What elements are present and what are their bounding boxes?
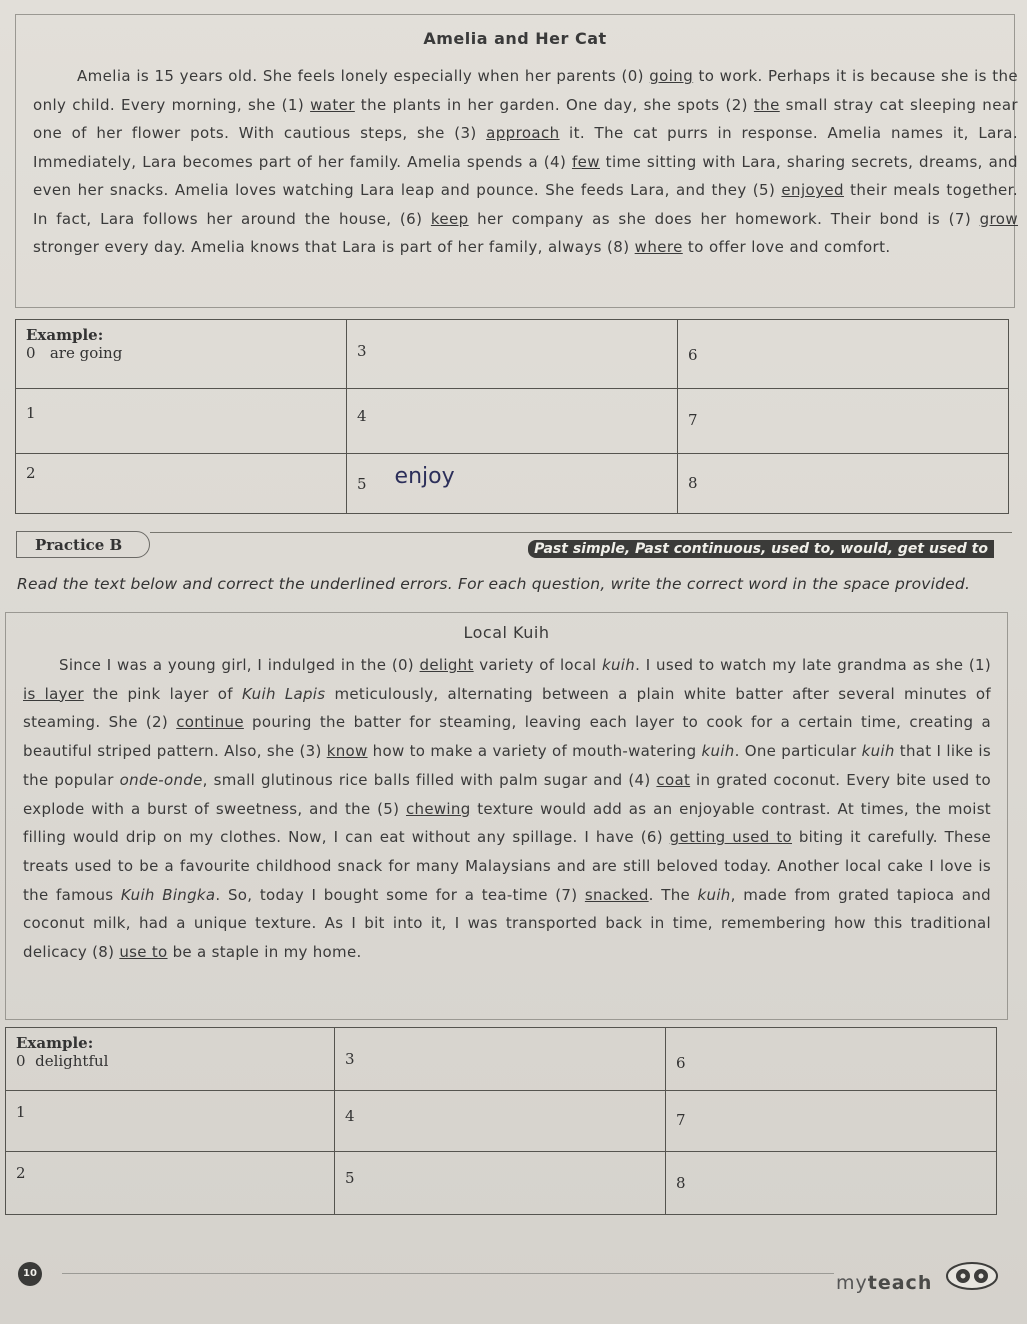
text-run: , small glutinous rice balls filled with palm sugar and (4)	[202, 770, 657, 789]
answer-cell-4[interactable]	[335, 1091, 666, 1152]
answer-cell-5[interactable]	[347, 454, 678, 514]
italic-term: onde-onde	[119, 770, 203, 789]
answer-table-2	[5, 1027, 997, 1215]
question-number: 5	[345, 1169, 355, 1187]
italic-term: kuih	[701, 742, 735, 761]
text-run: be a staple in my home.	[167, 943, 362, 962]
answer-cell-3[interactable]	[347, 320, 678, 389]
underlined-error: where	[634, 238, 683, 256]
page-number: 10	[18, 1262, 42, 1286]
question-number: 1	[26, 404, 36, 422]
instruction-text: Read the text below and correct the underlined errors. For each question, write the correct word in the space provided.	[17, 575, 971, 593]
underlined-error: water	[310, 95, 355, 114]
answer-cell-8[interactable]	[666, 1152, 997, 1215]
underlined-error: going	[649, 67, 694, 85]
answer-cell-0	[6, 1028, 335, 1091]
italic-term: Kuih Lapis	[241, 684, 326, 703]
story-box	[15, 14, 1019, 308]
text-run: the plants in her garden. One day, she spots (2)	[354, 95, 754, 114]
question-number: 2	[26, 464, 36, 482]
question-number: 0	[16, 1052, 26, 1070]
question-number: 0	[26, 344, 36, 362]
answer-cell-7[interactable]	[678, 389, 1009, 454]
underlined-error: coat	[656, 770, 691, 789]
text-run: how to make a variety of mouth-watering	[367, 742, 702, 761]
question-number: 3	[357, 342, 367, 360]
text-run: the pink layer of	[83, 684, 242, 703]
underlined-error: snacked	[584, 885, 649, 904]
kuih-box	[5, 612, 1008, 1020]
text-run: to offer love and comfort.	[682, 238, 891, 256]
italic-term: kuih	[601, 656, 636, 674]
answer-cell-1[interactable]	[6, 1091, 335, 1152]
grammar-topic-tag: Past simple, Past continuous, used to, would, get used to	[528, 540, 994, 558]
question-number: 7	[676, 1111, 686, 1129]
underlined-error: the	[753, 95, 780, 114]
question-number: 8	[676, 1174, 686, 1192]
underlined-error: chewing	[405, 799, 471, 818]
underlined-error: continue	[176, 713, 244, 732]
underlined-error: delight	[419, 656, 474, 674]
underlined-error: approach	[486, 124, 560, 142]
example-label: Example:	[26, 326, 104, 344]
story-paragraph	[33, 62, 1018, 262]
underlined-error: keep	[430, 209, 469, 228]
answer-cell-2[interactable]	[6, 1152, 335, 1215]
text-run: stronger every day. Amelia knows that Lara is part of her family, always (8)	[33, 238, 635, 256]
kuih-paragraph	[23, 651, 991, 967]
answer-cell-4[interactable]	[347, 389, 678, 454]
brand-logo-icon	[946, 1262, 998, 1290]
question-number: 7	[688, 411, 698, 429]
answer-cell-7[interactable]	[666, 1091, 997, 1152]
text-run: , made from grated tapioca and coconut milk, had a unique texture. As I bit into it, I was transported back in time, remembering how this traditional delicacy (8)	[23, 885, 991, 962]
answer-table-1	[15, 319, 1009, 514]
question-number: 4	[357, 407, 367, 425]
answer-cell-5[interactable]	[335, 1152, 666, 1215]
kuih-title: Local Kuih	[463, 623, 550, 642]
brand-wordmark: myteach	[836, 1272, 933, 1294]
answer-cell-0	[16, 320, 347, 389]
text-run: meticulously, alternating between a plain white batter after several minutes of steaming. She (2)	[23, 684, 991, 732]
text-run: time sitting with Lara, sharing secrets, dreams, and even her snacks. Amelia loves watching Lara leap and pounce. She feeds Lara, and they (5)	[33, 152, 1018, 199]
answer-cell-1[interactable]	[16, 389, 347, 454]
question-number: 4	[345, 1107, 355, 1125]
story-text	[33, 67, 1018, 256]
underlined-error: use to	[119, 943, 168, 962]
text-run: biting it carefully. These treats used to be a favourite childhood snack for many Malaysians and are still beloved today. Another local cake I love is the famous	[23, 828, 992, 904]
kuih-text	[23, 656, 991, 961]
underlined-error: enjoyed	[781, 181, 844, 199]
text-run: it. The cat purrs in response. Amelia names it, Lara. Immediately, Lara becomes part of her family. Amelia spends a (4)	[33, 124, 1019, 171]
italic-term: Kuih Bingka	[120, 885, 216, 904]
question-number: 3	[345, 1050, 355, 1068]
text-run: Since I was a young girl, I indulged in the (0)	[59, 656, 420, 674]
italic-term: kuih	[861, 742, 895, 761]
underlined-error: grow	[979, 209, 1018, 228]
text-run: . The	[648, 885, 698, 904]
answer-cell-6[interactable]	[666, 1028, 997, 1091]
answer-cell-2[interactable]	[16, 454, 347, 514]
underlined-error: is layer	[23, 684, 84, 703]
text-run: . One particular	[734, 742, 862, 761]
text-run: their meals together. In fact, Lara follows her around the house, (6)	[33, 181, 1018, 228]
footer-rule	[62, 1273, 834, 1274]
text-run: . So, today I bought some for a tea-time (7)	[215, 885, 585, 904]
example-label: Example:	[16, 1034, 94, 1052]
text-run: texture would add as an enjoyable contrast. At times, the moist filling would drip on my clothes. Now, I can eat without any spillage. I have (6)	[23, 799, 991, 847]
text-run: Amelia is 15 years old. She feels lonely especially when her parents (0)	[77, 67, 650, 85]
answer-cell-3[interactable]	[335, 1028, 666, 1091]
answer-cell-8[interactable]	[678, 454, 1009, 514]
handwritten-answer: enjoy	[394, 464, 455, 489]
text-run: variety of local	[473, 656, 602, 674]
question-number: 5	[357, 475, 367, 493]
underlined-error: getting used to	[669, 828, 793, 847]
section-divider	[150, 532, 1012, 533]
underlined-error: few	[571, 152, 600, 171]
text-run: small stray cat sleeping near one of her flower pots. With cautious steps, she (3)	[33, 95, 1018, 142]
text-run: that I like is the popular	[23, 742, 991, 789]
text-run: her company as she does her homework. Their bond is (7)	[468, 209, 980, 228]
answer-cell-6[interactable]	[678, 320, 1009, 389]
text-run: in grated coconut. Every bite used to explode with a burst of sweetness, and the (5)	[23, 770, 991, 818]
question-number: 8	[688, 474, 698, 492]
answer-text: are going	[49, 344, 123, 362]
story-title: Amelia and Her Cat	[423, 29, 607, 48]
question-number: 2	[16, 1164, 26, 1182]
text-run: to work. Perhaps it is because she is the only child. Every morning, she (1)	[33, 67, 1019, 114]
question-number: 6	[688, 346, 698, 364]
text-run: pouring the batter for steaming, leaving each layer to cook for a certain time, creating a beautiful striped pattern. Also, she (3)	[23, 713, 991, 761]
question-number: 1	[16, 1103, 26, 1121]
underlined-error: know	[326, 742, 368, 761]
question-number: 6	[676, 1054, 686, 1072]
practice-label: Practice B	[16, 531, 150, 558]
italic-term: kuih	[697, 885, 731, 904]
answer-text: delightful	[35, 1052, 109, 1070]
text-run: . I used to watch my late grandma as she (1)	[635, 656, 991, 674]
